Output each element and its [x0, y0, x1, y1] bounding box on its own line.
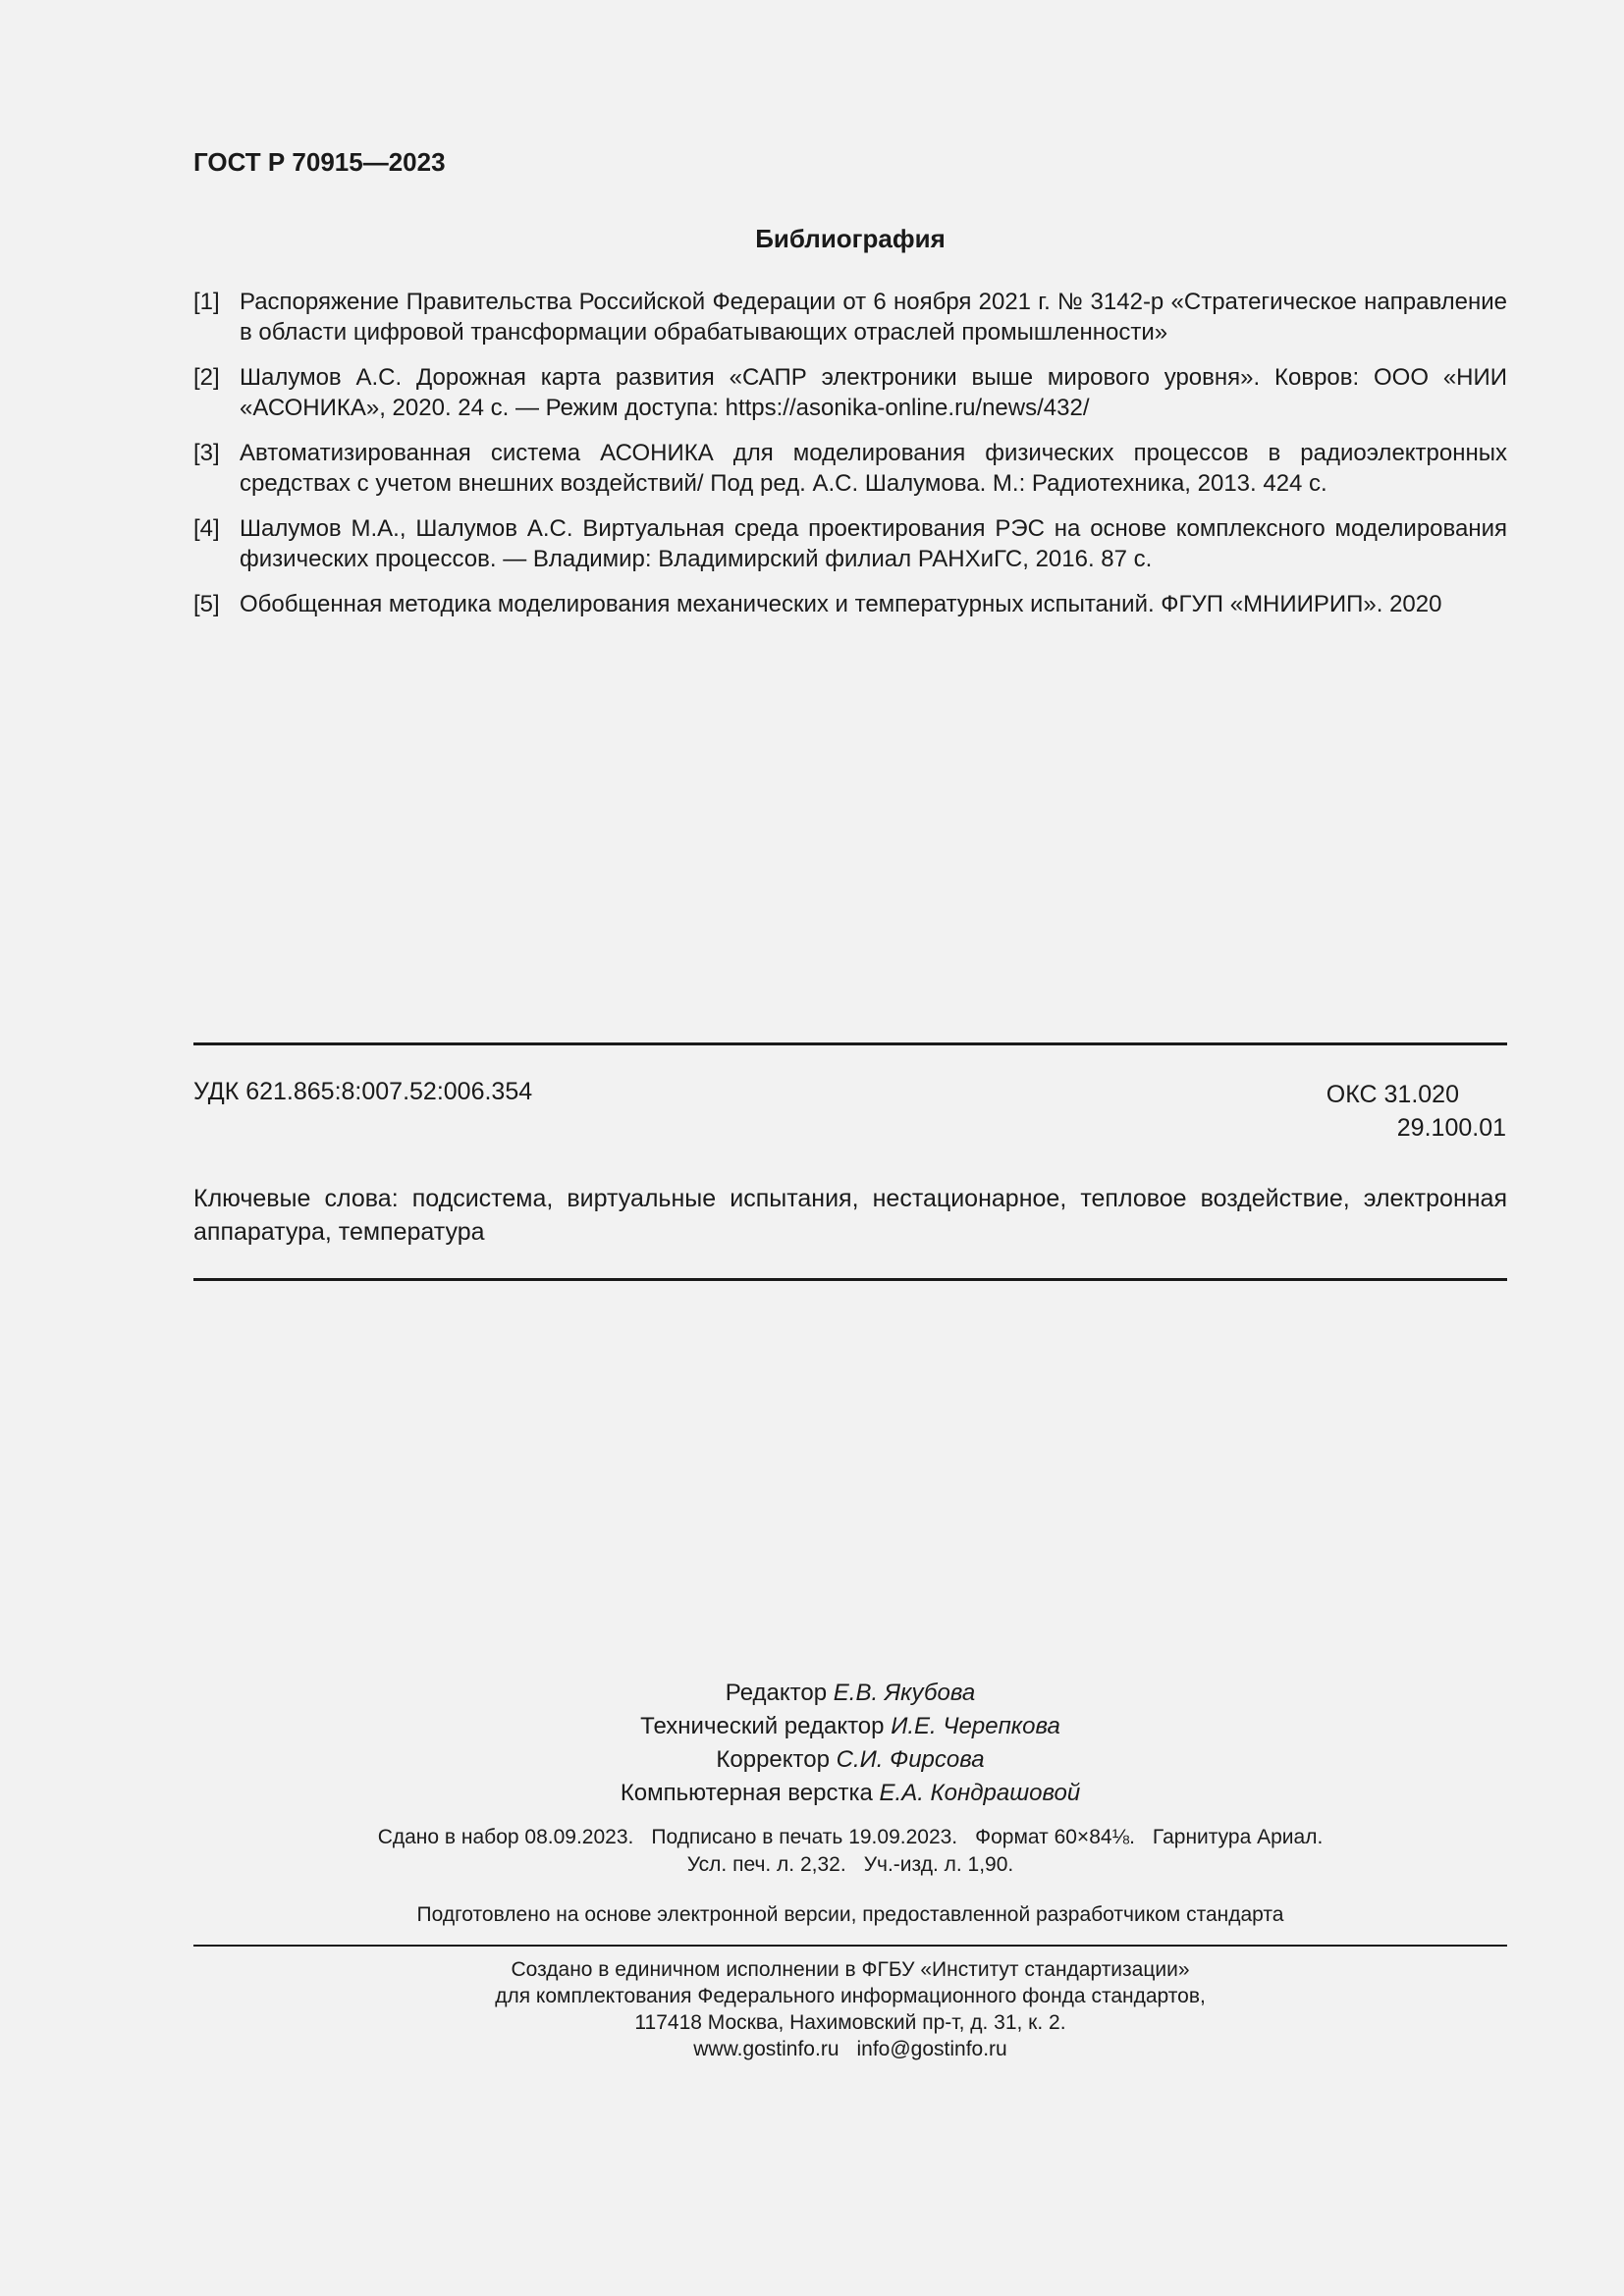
bibliography-item: [193, 438, 1507, 499]
credit-editor: [193, 1677, 1507, 1710]
bibliography-item: [193, 589, 1507, 619]
print-info: [193, 1824, 1507, 1879]
bibliography-item-number: [1]: [193, 289, 220, 315]
credit-role: Компьютерная верстка: [620, 1780, 873, 1806]
credit-role: Редактор: [725, 1680, 828, 1706]
keywords: Ключевые слова: подсистема, виртуальные испытания, нестационарное, тепловое воздействие, электронная аппаратура, температура: [193, 1185, 1507, 1246]
paper-format: Формат 60×84⅛.: [975, 1826, 1135, 1848]
divider-bottom: [193, 1945, 1507, 1947]
oks-codes: [1326, 1078, 1506, 1145]
bibliography-item-text: Шалумов А.С. Дорожная карта развития «САПР электроники выше мирового уровня». Ковров: ООО «НИИ «АСОНИКА», 2020. 24 с. — Режим доступа: https://asonika-online.ru/news/432/: [240, 364, 1507, 421]
bibliography-item-number: [4]: [193, 515, 220, 542]
bibliography-item: [193, 287, 1507, 347]
standard-id: ГОСТ Р 70915—2023: [193, 147, 446, 177]
credit-tech-editor: [193, 1710, 1507, 1743]
website-link[interactable]: www.gostinfo.ru: [693, 2038, 839, 2060]
print-info-line2: [193, 1851, 1507, 1879]
bibliography-item-number: [5]: [193, 591, 220, 617]
prepared-note: Подготовлено на основе электронной версии, предоставленной разработчиком стандарта: [416, 1903, 1284, 1926]
created-line3: 117418 Москва, Нахимовский пр-т, д. 31, к. 2.: [634, 2011, 1066, 2034]
submitted-date: Сдано в набор 08.09.2023.: [377, 1826, 634, 1848]
bibliography-title: Библиография: [755, 224, 946, 253]
bibliography-item-text: Автоматизированная система АСОНИКА для моделирования физических процессов в радиоэлектронных средствах с учетом внешних воздействий/ Под ред. А.С. Шалумова. М.: Радиотехника, 2013. 424 с.: [240, 440, 1507, 497]
divider-top: [193, 1042, 1507, 1045]
divider-middle: [193, 1278, 1507, 1281]
print-info-line1: [193, 1824, 1507, 1851]
created-info: [193, 1956, 1507, 2062]
bibliography-item-text: Шалумов М.А., Шалумов А.С. Виртуальная среда проектирования РЭС на основе комплексного моделирования физических процессов. — Владимир: Владимирский филиал РАНХиГС, 2016. 87 с.: [240, 515, 1507, 572]
udk-code: УДК 621.865:8:007.52:006.354: [193, 1078, 533, 1105]
credit-layout: [193, 1777, 1507, 1810]
created-line2: для комплектования Федерального информационного фонда стандартов,: [495, 1985, 1206, 2007]
bibliography-list: [193, 287, 1507, 634]
bibliography-item-text: Распоряжение Правительства Российской Федерации от 6 ноября 2021 г. № 3142-р «Стратегическое направление в области цифровой трансформации обрабатывающих отраслей промышленности»: [240, 289, 1507, 346]
contacts: [193, 2036, 1507, 2062]
credit-name: И.Е. Черепкова: [891, 1713, 1060, 1739]
credits-block: [193, 1677, 1507, 1810]
bibliography-item: [193, 513, 1507, 574]
print-sheets: Усл. печ. л. 2,32.: [686, 1853, 846, 1876]
bibliography-item-number: [3]: [193, 440, 220, 466]
oks-code-secondary: 29.100.01: [1396, 1114, 1506, 1142]
email-link[interactable]: info@gostinfo.ru: [856, 2038, 1007, 2060]
created-line1: Создано в единичном исполнении в ФГБУ «Институт стандартизации»: [511, 1958, 1190, 1981]
signed-date: Подписано в печать 19.09.2023.: [651, 1826, 958, 1848]
publisher-sheets: Уч.-изд. л. 1,90.: [863, 1853, 1014, 1876]
credit-name: С.И. Фирсова: [836, 1746, 985, 1773]
credit-proofreader: [193, 1743, 1507, 1777]
credit-name: Е.А. Кондрашовой: [879, 1780, 1081, 1806]
credit-role: Корректор: [716, 1746, 830, 1773]
typeface: Гарнитура Ариал.: [1152, 1826, 1324, 1848]
bibliography-item: [193, 362, 1507, 423]
bibliography-item-text: Обобщенная методика моделирования механических и температурных испытаний. ФГУП «МНИИРИП». 2020: [240, 591, 1442, 617]
credit-name: Е.В. Якубова: [833, 1680, 976, 1706]
bibliography-item-number: [2]: [193, 364, 220, 391]
credit-role: Технический редактор: [640, 1713, 885, 1739]
oks-code-primary: ОКС 31.020: [1326, 1081, 1459, 1108]
